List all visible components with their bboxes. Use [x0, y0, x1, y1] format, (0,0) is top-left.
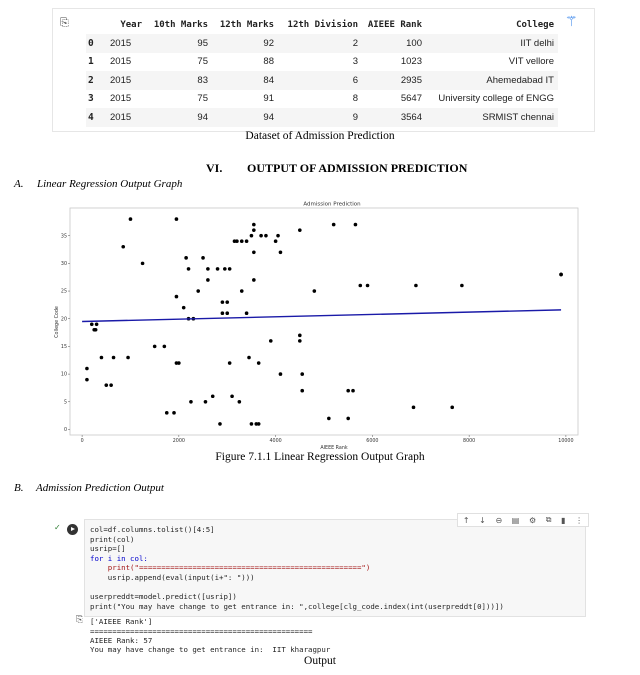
- y-tick-label: 0: [63, 428, 67, 434]
- column-header: 12th Division: [287, 20, 358, 30]
- data-point: [245, 311, 249, 315]
- section-title: OUTPUT OF ADMISSION PREDICTION: [247, 161, 468, 175]
- data-point: [252, 278, 256, 282]
- data-point: [354, 223, 358, 227]
- data-point: [112, 356, 116, 360]
- table-cell: 2015: [110, 56, 132, 68]
- data-point: [300, 389, 304, 393]
- data-point: [252, 228, 256, 232]
- data-point: [274, 239, 278, 243]
- table-cell: 75: [197, 56, 208, 68]
- data-point: [252, 223, 256, 227]
- data-point: [358, 284, 362, 288]
- x-axis-label: AIEEE Rank: [320, 446, 348, 451]
- data-point: [90, 322, 94, 326]
- code-line: print(col): [90, 534, 135, 544]
- data-point: [109, 383, 113, 387]
- row-index: 0: [86, 34, 106, 53]
- data-point: [153, 345, 157, 349]
- data-point: [187, 267, 191, 271]
- column-header: 12th Marks: [219, 20, 274, 30]
- data-point: [225, 300, 229, 304]
- data-point: [175, 217, 179, 221]
- code-line: print("You may have change to get entrance in: ",college[clg_code.index(int(userpreddt[0]))]): [90, 601, 504, 611]
- y-tick-label: 10: [60, 372, 67, 378]
- data-point: [351, 389, 355, 393]
- data-point: [238, 400, 242, 404]
- table-cell: 75: [197, 93, 208, 105]
- data-point: [228, 267, 232, 271]
- x-tick-label: 6000: [366, 439, 379, 444]
- notebook-cell[interactable]: [62, 513, 590, 654]
- y-axis-label: College Code: [55, 306, 60, 338]
- data-point: [257, 361, 261, 365]
- data-point: [279, 250, 283, 254]
- x-tick-label: 2000: [172, 439, 185, 444]
- code-line: usrip.append(eval(input(i+": "))): [90, 573, 255, 582]
- data-point: [216, 267, 220, 271]
- data-point: [218, 422, 222, 426]
- column-header: College: [516, 20, 554, 30]
- table-cell: University college of ENGG: [438, 93, 554, 105]
- data-point: [298, 339, 302, 343]
- data-point: [94, 328, 98, 332]
- table-cell: IIT delhi: [426, 34, 558, 53]
- output-line: ['AIEEE Rank']: [90, 617, 153, 626]
- y-tick-label: 15: [60, 345, 67, 351]
- data-point: [204, 400, 208, 404]
- data-point: [279, 372, 283, 376]
- subsection-b-label: B.: [14, 482, 24, 494]
- data-point: [172, 411, 176, 415]
- table-cell: 2: [278, 34, 362, 53]
- output-line: You may have change to get entrance in: IIT kharagpur: [90, 645, 331, 654]
- data-point: [196, 289, 200, 293]
- comment-icon[interactable]: ▤: [511, 515, 520, 525]
- table-row: [86, 108, 558, 127]
- subsection-a-label: A.: [14, 178, 24, 190]
- output-arrow-icon: ⎘: [76, 615, 84, 625]
- link-icon[interactable]: ⊖: [495, 515, 503, 525]
- arrow-down-icon[interactable]: ↓: [479, 515, 486, 525]
- data-point: [201, 256, 205, 260]
- data-point: [247, 356, 251, 360]
- y-tick-label: 25: [60, 289, 67, 295]
- table-row: [86, 53, 558, 72]
- data-point: [223, 267, 227, 271]
- magic-wand-icon[interactable]: ⚚: [565, 14, 578, 30]
- data-point: [189, 400, 193, 404]
- y-tick-label: 30: [60, 261, 67, 267]
- figure-caption: Figure 7.1.1 Linear Regression Output Graph: [215, 451, 425, 463]
- data-point: [235, 239, 239, 243]
- data-point: [165, 411, 169, 415]
- table-cell: 100: [362, 34, 426, 53]
- data-point: [460, 284, 464, 288]
- table-row: [86, 34, 558, 53]
- table-row: [86, 71, 558, 90]
- code-line: col=df.columns.tolist()[4:5]: [90, 525, 215, 534]
- mirror-icon[interactable]: ⧉: [545, 515, 552, 524]
- y-tick-label: 20: [60, 317, 67, 323]
- table-row: [86, 90, 558, 109]
- check-icon: ✓: [54, 523, 61, 532]
- data-point: [269, 339, 273, 343]
- output-arrow-icon: ⎘: [60, 16, 69, 29]
- table-cell: 83: [146, 71, 212, 90]
- code-line: for i in col:: [90, 553, 148, 563]
- cell-toolbar: [457, 513, 589, 527]
- output-line: AIEEE Rank: 57: [90, 636, 153, 645]
- dataset-caption: Dataset of Admission Prediction: [245, 130, 395, 142]
- table-cell: 6: [278, 71, 362, 90]
- data-point: [252, 250, 256, 254]
- table-cell: 2015: [110, 93, 132, 105]
- table-cell: 94: [212, 108, 278, 127]
- x-tick-label: 10000: [558, 439, 574, 444]
- data-point: [313, 289, 317, 293]
- plot-frame: [70, 208, 578, 435]
- table-cell: 92: [212, 34, 278, 53]
- data-point: [177, 361, 181, 365]
- data-point: [327, 417, 331, 421]
- row-index: 4: [86, 108, 106, 127]
- table-cell: 1023: [400, 56, 422, 68]
- data-point: [559, 273, 563, 277]
- data-point: [175, 295, 179, 299]
- output-line: ==================================================: [90, 626, 313, 636]
- data-point: [85, 367, 89, 371]
- data-point: [221, 300, 225, 304]
- data-point: [206, 267, 210, 271]
- data-point: [240, 239, 244, 243]
- data-point: [211, 394, 215, 398]
- delete-icon[interactable]: ▮: [561, 515, 566, 525]
- table-cell: 9: [278, 108, 362, 127]
- data-point: [259, 234, 263, 238]
- data-point: [346, 417, 350, 421]
- code-line: print("=================================================="): [90, 563, 371, 573]
- data-point: [182, 306, 186, 310]
- x-tick-label: 0: [80, 439, 84, 444]
- data-point: [257, 422, 261, 426]
- output-caption: Output: [304, 655, 336, 667]
- table-cell: 2015: [106, 34, 146, 53]
- data-point: [184, 256, 188, 260]
- regression-chart: [55, 198, 582, 451]
- code-line: usrip=[]: [90, 544, 126, 554]
- chart-title: Admission Prediction: [303, 201, 361, 208]
- data-point: [366, 284, 370, 288]
- gear-icon[interactable]: ⚙: [528, 515, 537, 525]
- data-point: [245, 239, 249, 243]
- data-point: [250, 422, 254, 426]
- data-point: [121, 245, 125, 249]
- y-tick-label: 5: [63, 400, 67, 406]
- row-index: 1: [88, 56, 94, 68]
- code-line: userpreddt=model.predict([usrip]): [90, 592, 237, 602]
- x-tick-label: 4000: [269, 439, 282, 444]
- data-point: [141, 262, 145, 266]
- data-point: [225, 311, 229, 315]
- more-icon[interactable]: ⋮: [575, 515, 584, 525]
- data-point: [100, 356, 104, 360]
- data-point: [163, 345, 167, 349]
- data-point: [228, 361, 232, 365]
- table-cell: 84: [212, 71, 278, 90]
- table-header-row: [86, 16, 558, 34]
- table-cell: VIT vellore: [508, 56, 554, 68]
- column-header: AIEEE Rank: [367, 20, 422, 30]
- row-index: 2: [86, 71, 106, 90]
- data-point: [240, 289, 244, 293]
- data-point: [346, 389, 350, 393]
- column-header: [86, 16, 106, 34]
- data-point: [129, 217, 133, 221]
- table-cell: 94: [146, 108, 212, 127]
- table-cell: 2935: [362, 71, 426, 90]
- data-point: [298, 228, 302, 232]
- data-point: [85, 378, 89, 382]
- table-cell: Ahemedabad IT: [426, 71, 558, 90]
- run-cell-button[interactable]: [67, 524, 78, 535]
- table-cell: 88: [263, 56, 274, 68]
- row-index: 3: [88, 93, 94, 105]
- data-point: [104, 383, 108, 387]
- data-point: [250, 234, 254, 238]
- table-cell: 2015: [106, 71, 146, 90]
- section-number: VI.: [206, 161, 223, 175]
- column-header: Year: [120, 20, 142, 30]
- column-header: 10th Marks: [153, 20, 208, 30]
- data-point: [95, 322, 99, 326]
- table-cell: 5647: [400, 93, 422, 105]
- data-point: [264, 234, 268, 238]
- subsection-b-title: Admission Prediction Output: [36, 482, 164, 494]
- data-point: [300, 372, 304, 376]
- data-point: [230, 394, 234, 398]
- data-point: [126, 356, 130, 360]
- arrow-up-icon[interactable]: ↑: [462, 515, 470, 525]
- data-point: [206, 278, 210, 282]
- table-cell: 8: [352, 93, 358, 105]
- table-cell: 91: [263, 93, 274, 105]
- data-point: [332, 223, 336, 227]
- data-point: [412, 406, 416, 410]
- x-tick-label: 8000: [463, 439, 476, 444]
- data-point: [221, 311, 225, 315]
- data-point: [276, 234, 280, 238]
- subsection-a-title: Linear Regression Output Graph: [37, 178, 183, 190]
- data-point: [414, 284, 418, 288]
- table-cell: 95: [146, 34, 212, 53]
- table-cell: 2015: [106, 108, 146, 127]
- table-cell: SRMIST chennai: [426, 108, 558, 127]
- data-point: [298, 334, 302, 338]
- dataframe-table: [86, 16, 558, 127]
- table-cell: 3: [352, 56, 358, 68]
- y-tick-label: 35: [60, 234, 67, 240]
- table-cell: 3564: [362, 108, 426, 127]
- data-point: [450, 406, 454, 410]
